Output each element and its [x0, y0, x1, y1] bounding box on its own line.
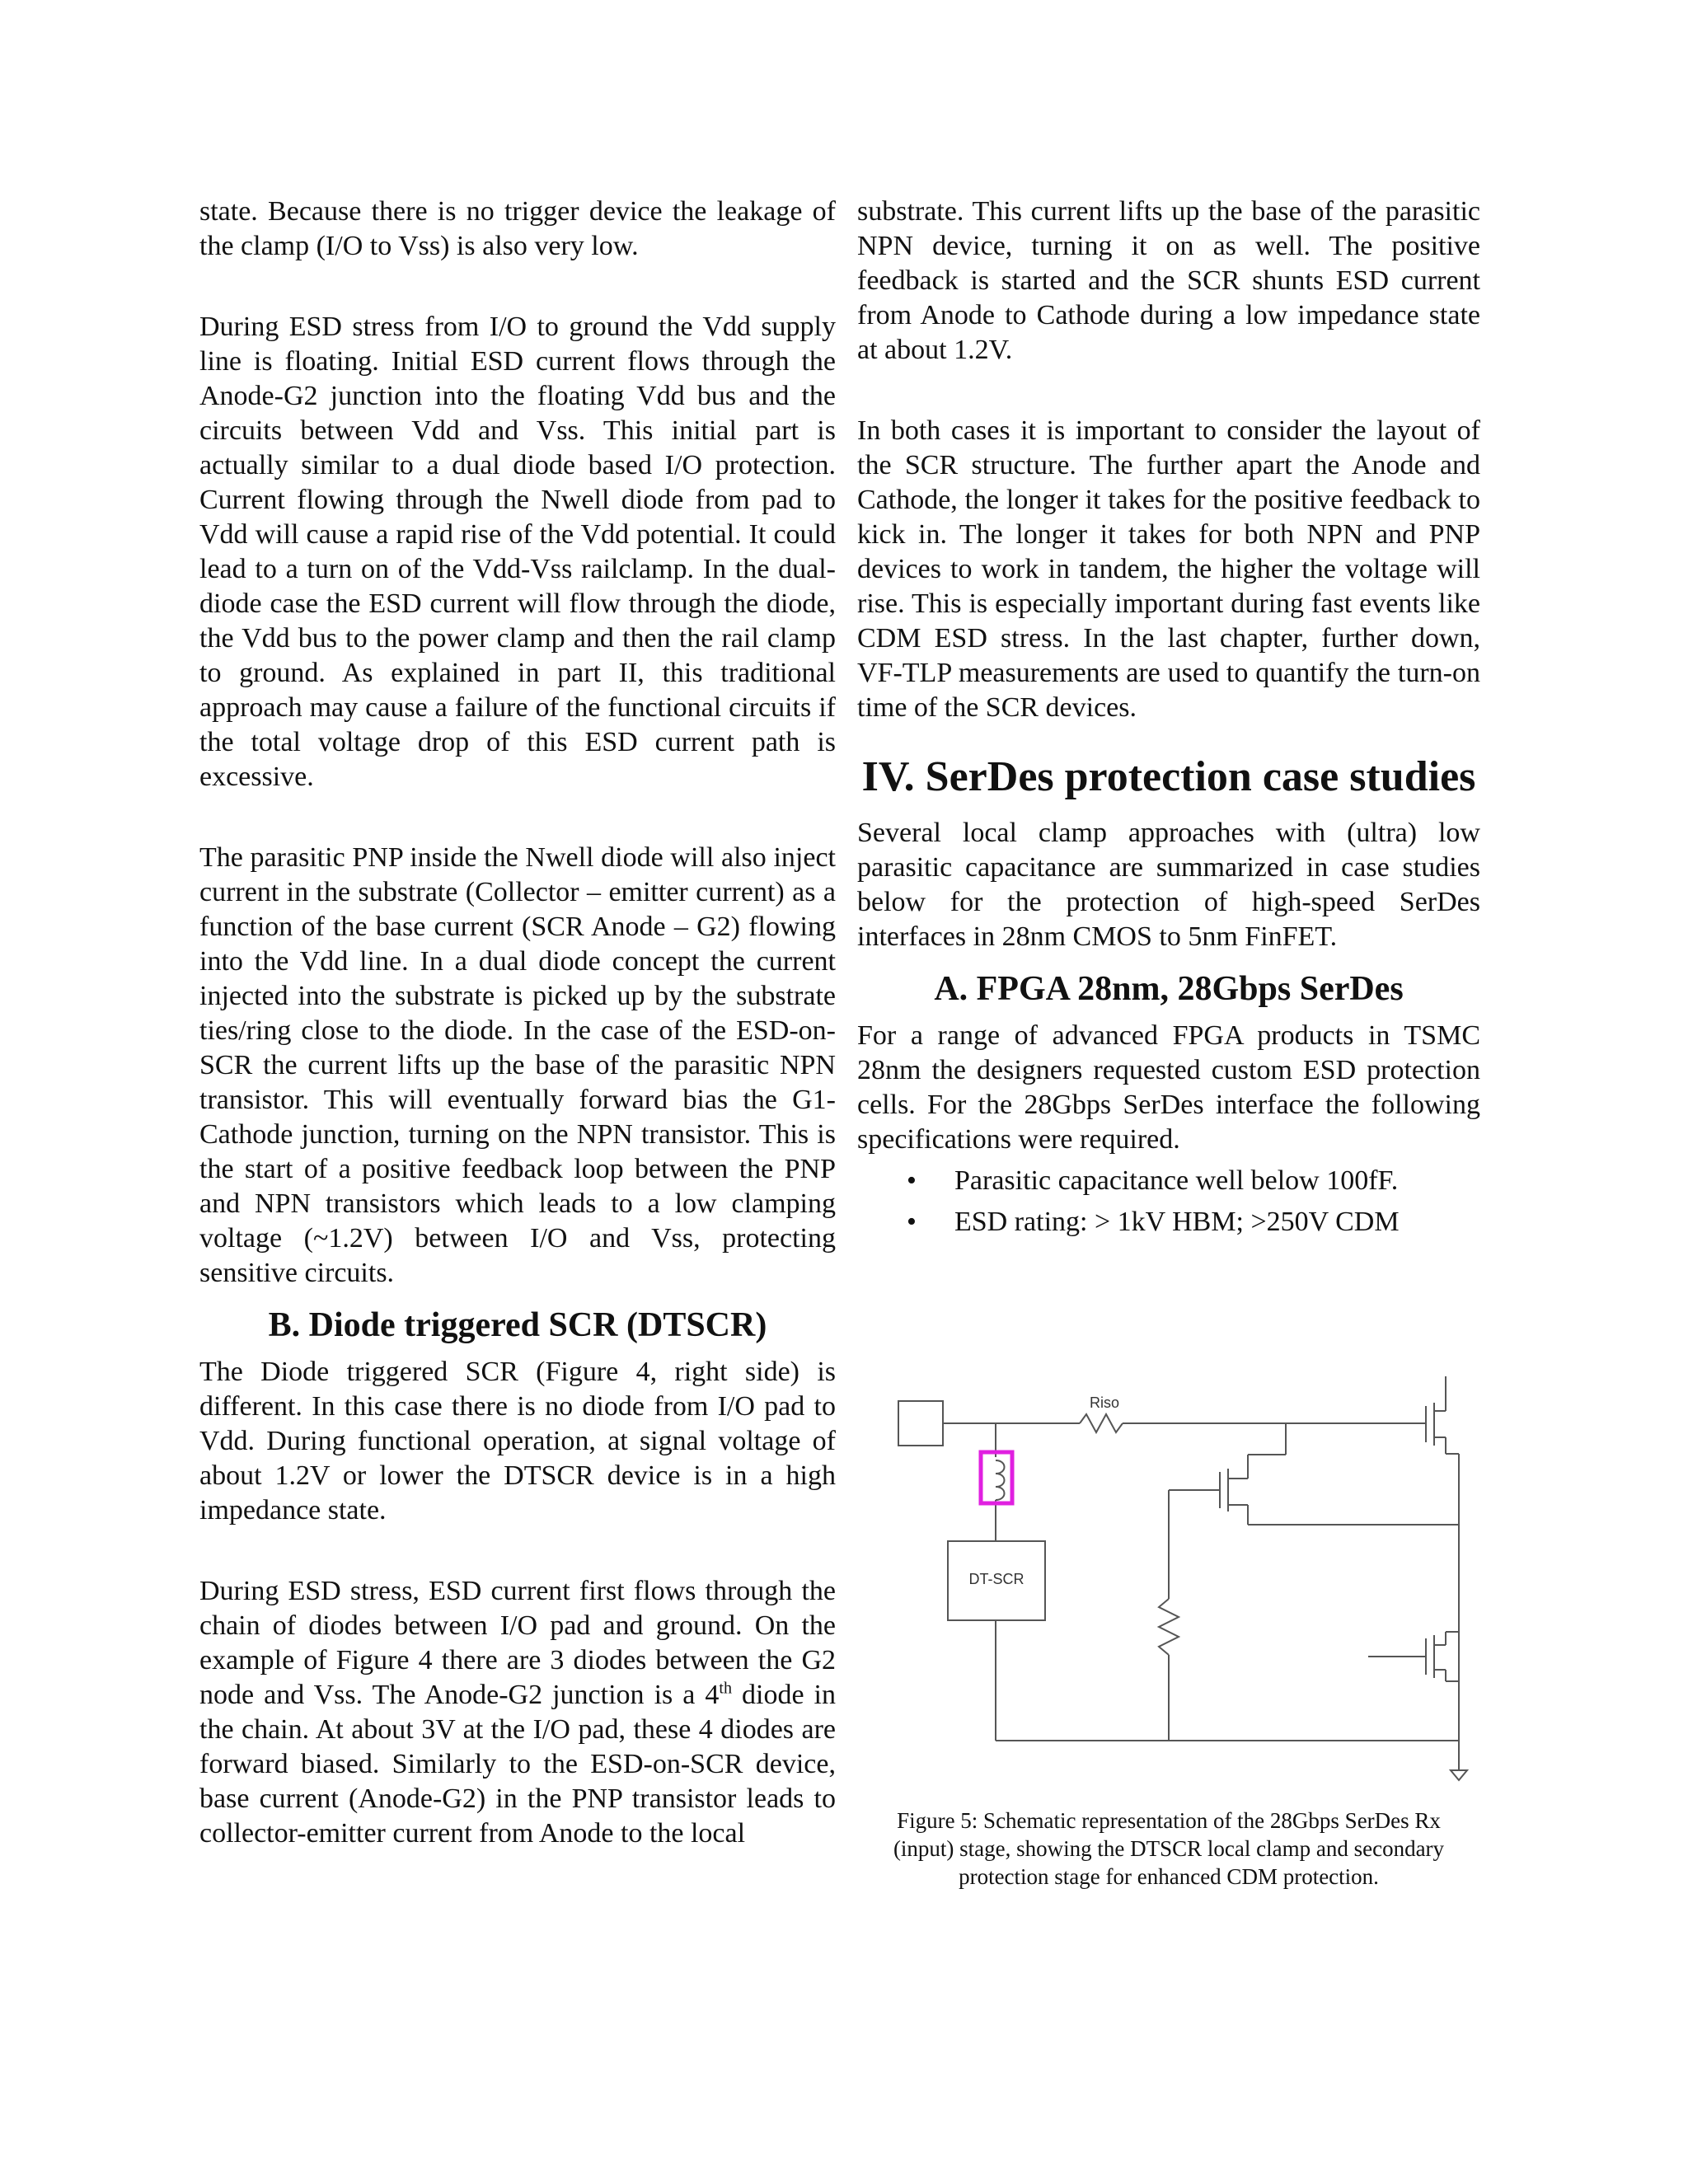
text-run: diode in the chain. At about 3V at the I/O pad, these 4 diodes are forward biased. Similarly to the ESD-on-SCR device, base current (Anode-G2) in the PNP transistor leads to collector-emitter current from Anode to the local	[199, 1680, 837, 1849]
list-item	[907, 1164, 1480, 1198]
schematic-diagram	[857, 1368, 1480, 1797]
section-heading-iv: IV. SerDes protection case studies	[861, 753, 1476, 800]
secondary-resistor	[1159, 1599, 1179, 1655]
paragraph: In both cases it is important to consider the layout of the SCR structure. The further apart the Anode and Cathode, the longer it takes for the positive feedback to kick in. The longer it takes for both NPN and PNP devices to work in tandem, the higher the voltage will rise. This is especially important during fast events like CDM ESD stress. In the last chapter, further down, VF-TLP measurements are used to quantify the turn-on time of the SCR devices.	[857, 415, 1480, 723]
riso-resistor	[1080, 1414, 1123, 1432]
dtscr-label: DT-SCR	[968, 1571, 1025, 1587]
inductor	[996, 1460, 1005, 1500]
bullet-list	[857, 1164, 1480, 1240]
text-run: During ESD stress, ESD current first flows through the chain of diodes between I/O pad and ground. On the example of Figure 4 there are 3 diodes between the G2 node and Vss. The Anode-G2 junction is a 4	[199, 1576, 836, 1710]
bullet-icon: •	[907, 1207, 917, 1237]
figure-5	[857, 1368, 1480, 1891]
figure-caption: Figure 5: Schematic representation of the 28Gbps SerDes Rx (input) stage, showing the DTSCR local clamp and secondary protection stage for enhanced CDM protection.	[893, 1808, 1445, 1889]
paragraph: substrate. This current lifts up the base of the parasitic NPN device, turning it on as well. The positive feedback is started and the SCR shunts ESD current from Anode to Cathode during a low impedance state at about 1.2V.	[857, 196, 1480, 365]
superscript: th	[719, 1679, 732, 1698]
list-item-text: Parasitic capacitance well below 100fF.	[954, 1165, 1399, 1196]
paragraph: Several local clamp approaches with (ultra) low parasitic capacitance are summarized in case studies below for the protection of high-speed SerDes interfaces in 28nm CMOS to 5nm FinFET.	[857, 818, 1480, 952]
paragraph: During ESD stress from I/O to ground the Vdd supply line is floating. Initial ESD current flows through the Anode-G2 junction into the floating Vdd bus and the circuits between Vdd and Vss. This initial part is actually similar to a dual diode based I/O protection. Current flowing through the Nwell diode from pad to Vdd will cause a rapid rise of the Vdd potential. It could lead to a turn on of the Vdd-Vss railclamp. In the dual-diode case the ESD current will flow through the diode, the Vdd bus to the power clamp and then the rail clamp to ground. As explained in part II, this traditional approach may cause a failure of the functional circuits if the total voltage drop of this ESD current path is excessive.	[199, 312, 836, 792]
paragraph: The Diode triggered SCR (Figure 4, right side) is different. In this case there is no diode from I/O pad to Vdd. During functional operation, at signal voltage of about 1.2V or lower the DTSCR device is in a high impedance state.	[199, 1357, 836, 1526]
paragraph: The parasitic PNP inside the Nwell diode will also inject current in the substrate (Collector – emitter current) as a function of the base current (SCR Anode – G2) flowing into the Vdd line. In a dual diode concept the current injected into the substrate is picked up by the substrate ties/ring close to the diode. In the case of the ESD-on-SCR the current lifts up the base of the parasitic NPN transistor. This will eventually forward bias the G1-Cathode junction, turning on the NPN transistor. This is the start of a positive feedback loop between the PNP and NPN transistors which leads to a low clamping voltage (~1.2V) between I/O and Vss, protecting sensitive circuits.	[199, 842, 836, 1288]
ground-icon	[1451, 1770, 1467, 1780]
paragraph: state. Because there is no trigger device the leakage of the clamp (I/O to Vss) is also very low.	[199, 196, 836, 261]
io-pad	[898, 1401, 943, 1446]
right-column	[857, 194, 1480, 1246]
section-heading-b: B. Diode triggered SCR (DTSCR)	[268, 1306, 767, 1344]
left-column	[199, 194, 836, 1851]
section-heading-a: A. FPGA 28nm, 28Gbps SerDes	[934, 970, 1404, 1008]
paragraph: For a range of advanced FPGA products in TSMC 28nm the designers requested custom ESD protection cells. For the 28Gbps SerDes interface the following specifications were required.	[857, 1020, 1480, 1155]
riso-label: Riso	[1090, 1394, 1120, 1411]
paragraph	[199, 1574, 836, 1851]
bullet-icon: •	[907, 1165, 917, 1196]
list-item	[907, 1205, 1480, 1240]
list-item-text: ESD rating: > 1kV HBM; >250V CDM	[954, 1207, 1400, 1237]
